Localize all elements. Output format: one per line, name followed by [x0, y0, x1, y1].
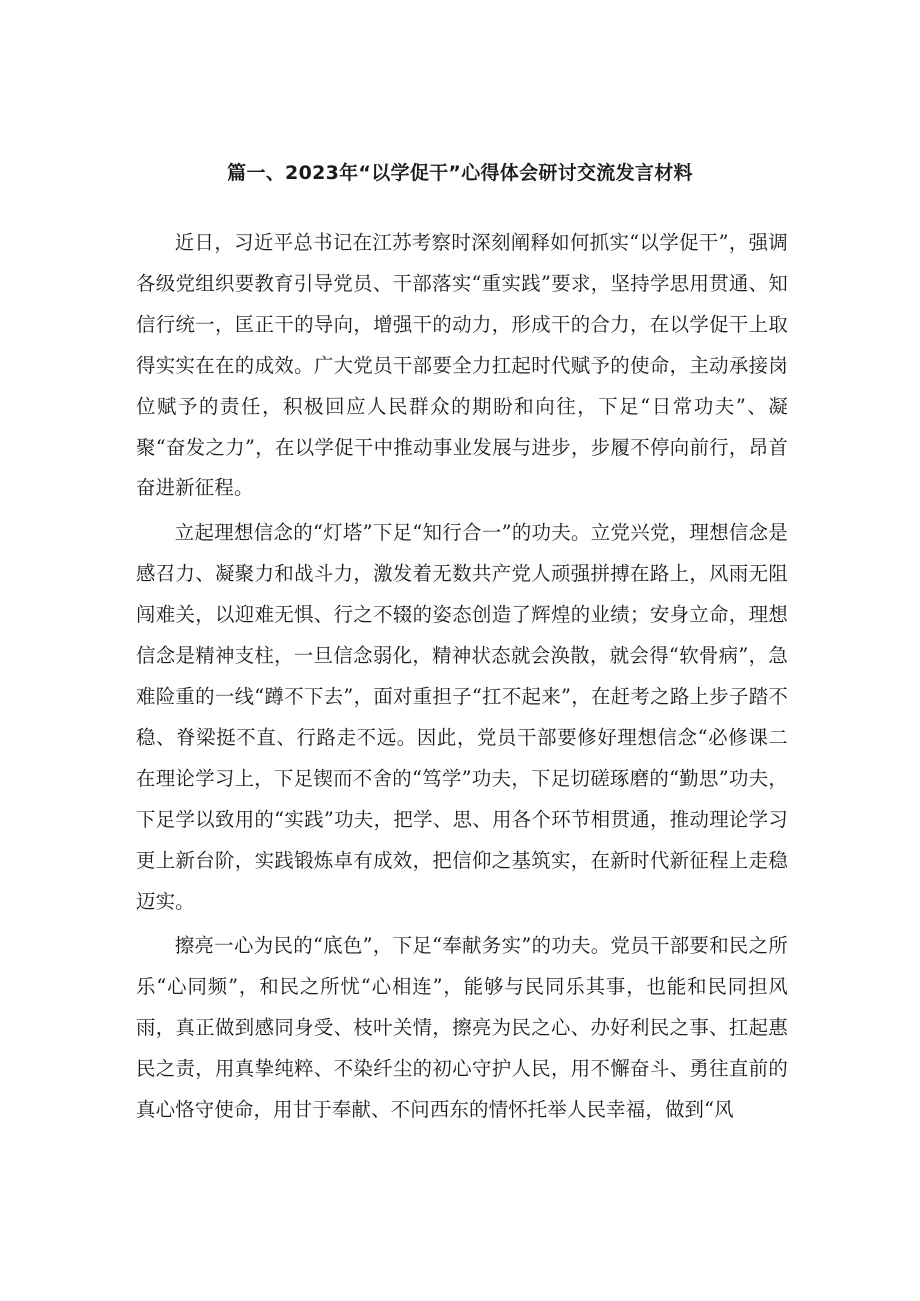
paragraph-intro: 近日，习近平总书记在江苏考察时深刻阐释如何抓实“以学促干”，强调各级党组织要教育引导党员、干部落实“重实践”要求，坚持学思用贯通、知信行统一，匡正干的导向，增强干的动力，形成干的合力，在以学促干上取得实实在在的成效。广大党员干部要全力扛起时代赋予的使命，主动承接岗位赋予的责任，积极回应人民群众的期盼和向往，下足“日常功夫”、凝聚“奋发之力”，在以学促干中推动事业发展与进步，步履不停向前行，昂首奋进新征程。 — [136, 231, 788, 500]
paragraph-serve-people: 擦亮一心为民的“底色”，下足“奉献务实”的功夫。党员干部要和民之所乐“心同频”，和民之所忧“心相连”，能够与民同乐其事，也能和民同担风雨，真正做到感同身受、枝叶关情，擦亮为民之心、办好利民之事、扛起惠民之责，用真挚纯粹、不染纤尘的初心守护人民，用不懈奋斗、勇往直前的真心恪守使命，用甘于奉献、不问西东的情怀托举人民幸福，做到“风 — [136, 934, 788, 1122]
paragraph-ideals-faith: 立起理想信念的“灯塔”下足“知行合一”的功夫。立党兴党，理想信念是感召力、凝聚力和战斗力，激发着无数共产党人顽强拼搏在路上，风雨无阻闯难关，以迎难无惧、行之不辍的姿态创造了辉煌的业绩；安身立命，理想信念是精神支柱，一旦信念弱化，精神状态就会涣散，就会得“软骨病”，急难险重的一线“蹲不下去”，面对重担子“扛不起来”，在赶考之路上步子踏不稳、脊梁挺不直、行路走不远。因此，党员干部要修好理想信念“必修课二在理论学习上，下足锲而不舍的“笃学”功夫，下足切磋琢磨的“勤思”功夫，下足学以致用的“实践”功夫，把学、思、用各个环节相贯通，推动理论学习更上新台阶，实践锻炼卓有成效，把信仰之基筑实，在新时代新征程上走稳迈实。 — [136, 521, 788, 913]
document-title: 篇一、2023年“以学促干”心得体会研讨交流发言材料 — [227, 162, 693, 184]
document-body — [136, 223, 788, 1135]
